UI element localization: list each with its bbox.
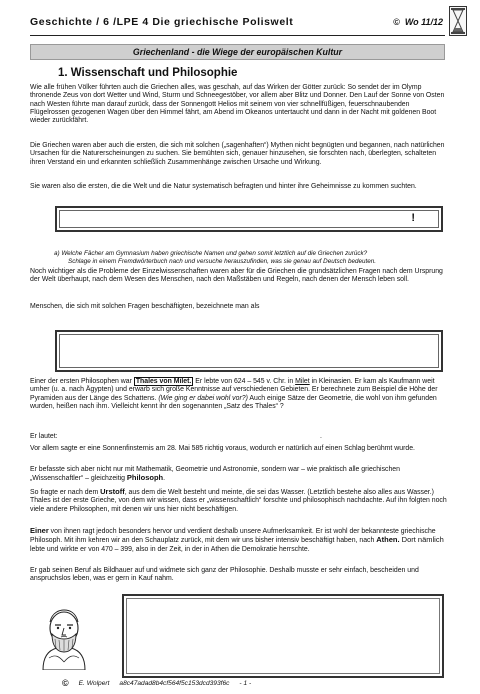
paragraph-theorem: Er lautet: . [30, 433, 322, 440]
paragraph-thales: Einer der ersten Philosophen war Thales von Milet. Er lebte von 624 – 545 v. Chr. in Milet in Kleinasien. Er kam als Kaufmann weit umher (u. a. nach Ägypten) und erwarb sich große Kenntnisse auf verschiedenen Gebieten. Er berechnete zum Beispiel die Höhe der Pyramiden aus der Länge des Schattens. (Wie ging er dabei wohl vor?) Auch einige Sätze der Geometrie, die wohl von ihm gefunden wurden, heißen nach ihm. Vielleicht kennt ihr den sogenannten „Satz des Thales“ ? [30, 378, 438, 410]
paragraph-einer: Einer von ihnen ragt jedoch besonders hervor und verdient deshalb unsere Aufmerksamkeit. Er ist wohl der bekannteste griechische Philosoph. Mit ihm kehren wir an den Schauplatz zurück, mit dem wir uns bisher intensiv beschäftigt haben, nach Athen. Dort nämlich lebte und wirkte er von 470 – 399, also in der Zeit, in der in Athen die Demokratie herrschte. [30, 526, 444, 553]
copyright-sign: © [393, 16, 400, 27]
footer-doc-id: a8c47adad8b4cf564f5c153dcd393f6c [119, 679, 230, 687]
paragraph-first: Sie waren also die ersten, die die Welt und die Natur systematisch befragten und hinter ihre Geheimnisse zu kommen suchten. [30, 183, 417, 190]
hourglass-icon [449, 6, 467, 36]
paragraph-questions: Noch wichtiger als die Probleme der Einzelwissenschaften waren aber für die Griechen die grundsätzlichen Fragen nach dem Ursprung der Welt überhaupt, nach dem Wesen des Menschen, nach den Maßstäben und Regeln, nach denen der Mensch leben soll. [30, 268, 443, 284]
thales-name-box: Thales von Milet. [135, 378, 192, 385]
paragraph-philosophers-term: Menschen, die sich mit solchen Fragen beschäftigten, bezeichnete man als [30, 303, 260, 310]
theorem-answer-dot: . [320, 433, 322, 440]
paragraph-intro: Wie alle frühen Völker führten auch die Griechen alles, was geschah, auf das Wirken der Götter zurück: So sendet der im Olymp thronende Zeus von dort Wetter und Wind, Sturm und Schneegestöber, vor allem aber Blitz und Donner. Den Lauf der Sonne von Osten nach Westen führte man darauf zurück, dass der Sonnengott Helios mit seinem von vier schnellfüßigen, feuerschnaubenden Flügelrossen gezogenen Wagen über den Himmel fährt, am Abend im Okeanos untertaucht und dann in der Nacht mit goldenen Boot wieder zurückfährt. [30, 84, 445, 125]
task-a [54, 250, 449, 265]
answer-box-philosopher[interactable] [122, 594, 444, 678]
paragraph-eclipse: Vor allem sagte er eine Sonnenfinsternis am 28. Mai 585 richtig voraus, wodurch er natürlich auf einen Schlag berühmt wurde. [30, 445, 415, 452]
subtitle-bar: Griechenland - die Wiege der europäischen Kultur [30, 44, 445, 60]
footer-page-number: - 1 - [239, 679, 252, 687]
paragraph-sculptor: Er gab seinen Beruf als Bildhauer auf und widmete sich ganz der Philosophie. Deshalb musste er sehr einfach, bescheiden und anspruchslos leben, was er gern in Kauf nahm. [30, 567, 419, 583]
exclamation-mark: ! [411, 212, 415, 224]
section-heading: 1. Wissenschaft und Philosophie [58, 67, 238, 79]
paragraph-philosoph: Er befasste sich aber nicht nur mit Mathematik, Geometrie und Astronomie, sondern war – wie praktisch alle griechischen „Wissenschaftler“ – gleichzeitig Philosoph. [30, 466, 400, 483]
paragraph-greeks: Die Griechen waren aber auch die ersten, die sich mit solchen („sagenhaften“) Mythen nicht begnügten und begannen, nach natürlichen Ursachen für die Naturerscheinungen zu suchen. Sie bemühten sich, genauer hinzusehen, sie forschten nach, überlegten, schalteten ihren Verstand ein und erkannten schließlich Zusammenhänge zwischen Ursache und Wirkung. [30, 142, 445, 166]
answer-box-subjects[interactable] [55, 206, 443, 232]
task-a-line1: a) Welche Fächer am Gymnasium haben griechische Namen und gehen somit letztlich auf die Griechen zurück? [54, 250, 368, 257]
milet-link: Milet [295, 378, 310, 385]
footer-author: E. Wolpert [78, 679, 110, 687]
footer-copyright-sign: © [62, 678, 69, 688]
task-a-line2: Schlage in einem Fremdwörterbuch nach und versuche herauszufinden, was sie genau auf Deutsch bedeuten. [68, 257, 377, 265]
answer-box-philosophers[interactable] [55, 330, 443, 372]
header-title: Geschichte / 6 /LPE 4 Die griechische Poliswelt [30, 15, 294, 28]
week-label: Wo 11/12 [404, 16, 443, 27]
footer [62, 678, 251, 688]
header-week [393, 17, 443, 27]
philosopher-bust-illustration [35, 606, 93, 670]
paragraph-urstoff: So fragte er nach dem Urstoff, aus dem die Welt besteht und meinte, die sei das Wasser. (Letztlich bestehe also alles aus Wasser.) Thales ist der erste Grieche, von dem wir wissen, dass er „wissenschaftlich“ forschte und philosophisch nachdachte. Auf ihn folgten noch viele andere Philosophen, mit denen wir uns hier nicht beschäftigen. [30, 487, 447, 513]
header [30, 8, 445, 36]
